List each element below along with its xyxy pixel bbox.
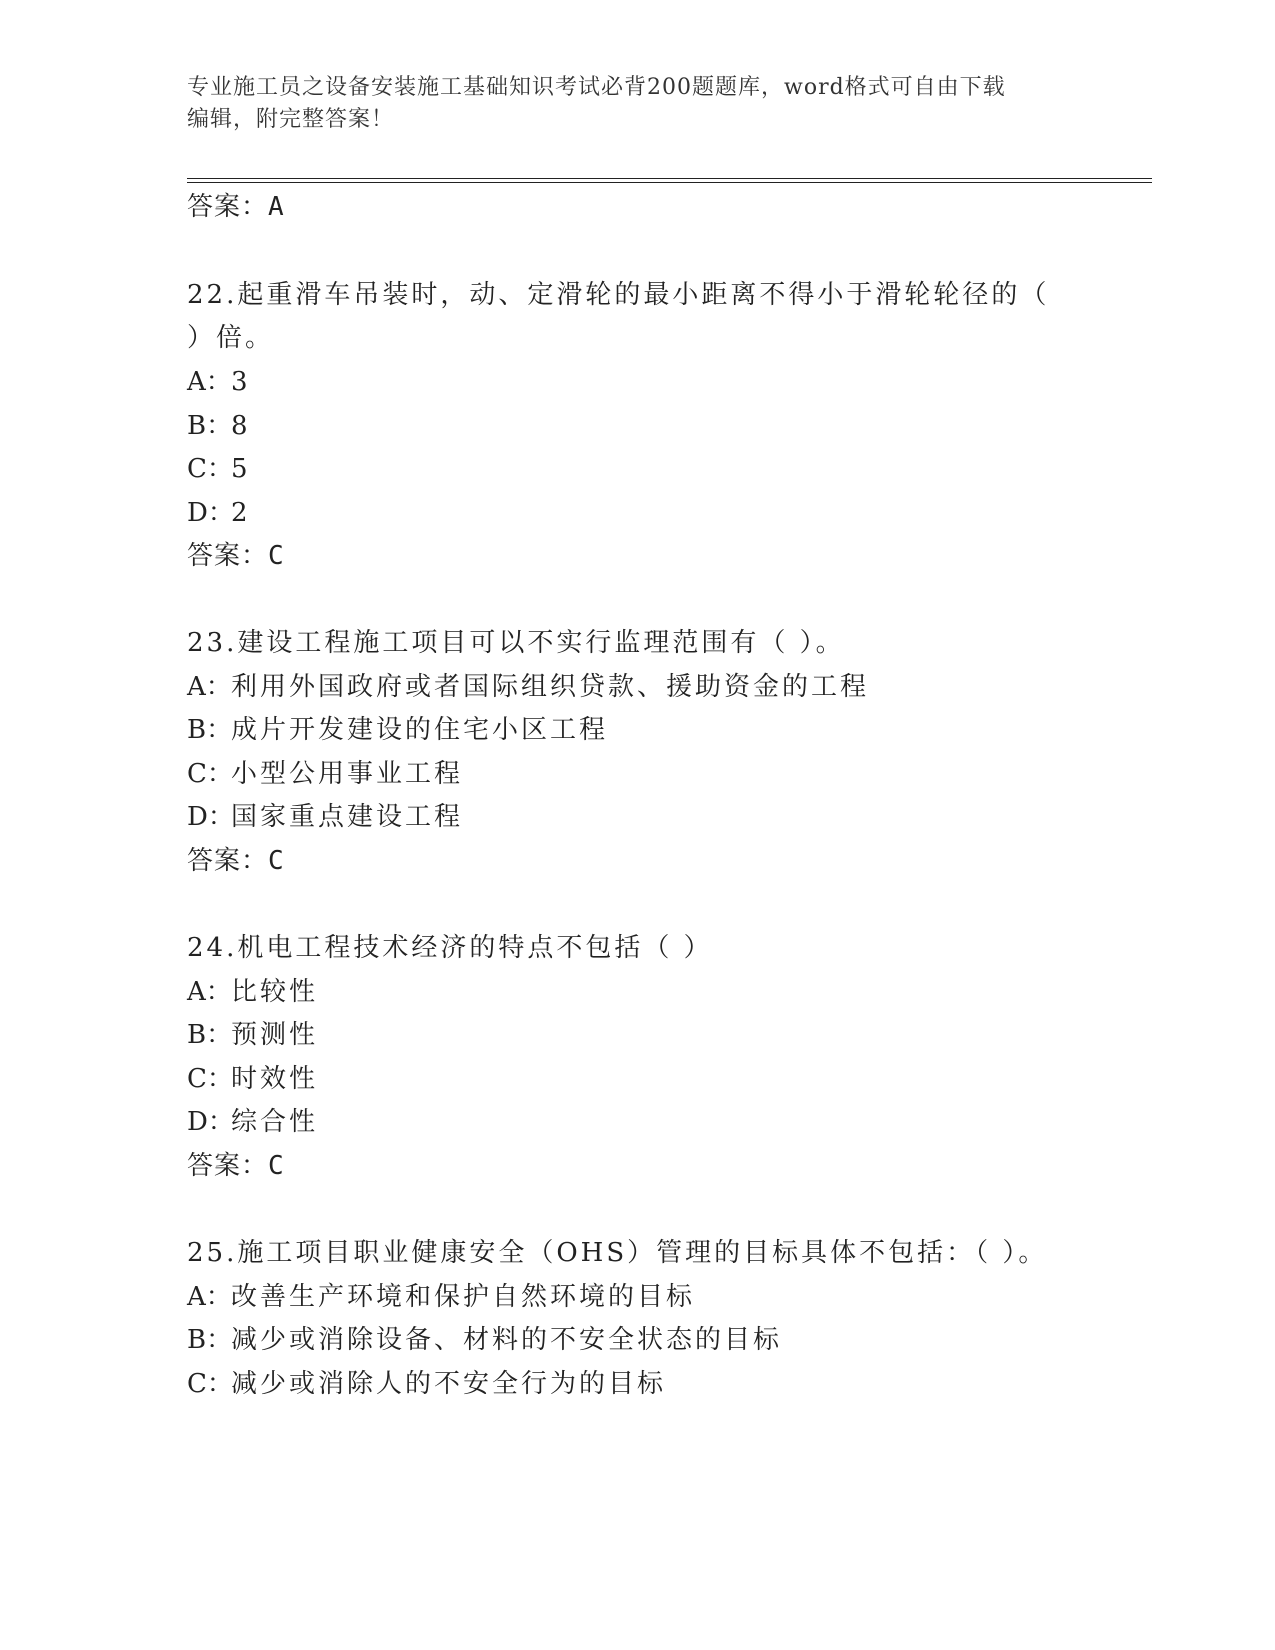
header-line-1: 专业施工员之设备安装施工基础知识考试必背200题题库，word格式可自由下载 [187,75,1006,100]
option-text: 减少或消除人的不安全行为的目标 [231,1369,667,1399]
option-text: 国家重点建设工程 [231,802,464,832]
question-24-answer: 答案：C [187,1151,285,1181]
question-22-option-c [187,452,251,486]
option-key: A： [187,672,232,702]
option-key: B： [187,411,233,441]
question-23-stem: 23.建设工程施工项目可以不实行监理范围有（ ）。 [187,628,845,658]
question-24-option-c [187,1062,318,1096]
question-23-option-c [187,757,463,791]
question-23-option-b [187,713,608,747]
question-25-option-a [187,1280,695,1314]
option-text: 比较性 [231,977,319,1007]
question-25-option-b [187,1323,782,1357]
question-25-stem: 25.施工项目职业健康安全（OHS）管理的目标具体不包括：（ ）。 [187,1238,1048,1268]
option-text: 3 [231,367,251,397]
option-text: 时效性 [231,1064,319,1094]
header-divider-top [187,178,1152,179]
option-text: 小型公用事业工程 [231,759,464,789]
option-text: 2 [231,498,251,528]
question-22-stem: 22.起重滑车吊装时，动、定滑轮的最小距离不得小于滑轮轮径的（ [187,280,1050,310]
question-22-option-a [187,365,251,399]
question-24-option-b [187,1018,318,1052]
question-24-option-a [187,975,318,1009]
question-22-option-d [187,496,251,530]
option-key: A： [187,367,232,397]
question-23-option-d [187,800,463,834]
option-key: B： [187,1325,233,1355]
option-key: C： [187,759,233,789]
option-key: C： [187,1064,233,1094]
option-text: 预测性 [231,1020,319,1050]
option-key: C： [187,454,233,484]
document-header [187,72,1067,136]
question-24-option-d [187,1105,318,1139]
option-key: D： [187,498,234,528]
question-22-stem-cont: ）倍。 [187,323,275,353]
option-key: C： [187,1369,233,1399]
header-divider-bottom [187,182,1152,183]
option-key: B： [187,1020,233,1050]
option-text: 综合性 [231,1107,319,1137]
question-23-answer: 答案：C [187,846,285,876]
option-text: 5 [231,454,251,484]
header-line-2: 编辑，附完整答案！ [187,107,395,132]
question-25-option-c [187,1367,666,1401]
option-key: A： [187,977,232,1007]
option-key: B： [187,715,233,745]
question-23-option-a [187,670,869,704]
option-text: 改善生产环境和保护自然环境的目标 [231,1282,696,1312]
question-22-answer: 答案：C [187,541,285,571]
question-24-stem: 24.机电工程技术经济的特点不包括（ ） [187,933,713,963]
question-22-option-b [187,409,251,443]
option-text: 8 [231,411,251,441]
option-key: A： [187,1282,232,1312]
option-text: 减少或消除设备、材料的不安全状态的目标 [231,1325,783,1355]
option-text: 成片开发建设的住宅小区工程 [231,715,609,745]
option-key: D： [187,802,234,832]
previous-answer: 答案：A [187,192,285,222]
option-text: 利用外国政府或者国际组织贷款、援助资金的工程 [231,672,870,702]
option-key: D： [187,1107,234,1137]
